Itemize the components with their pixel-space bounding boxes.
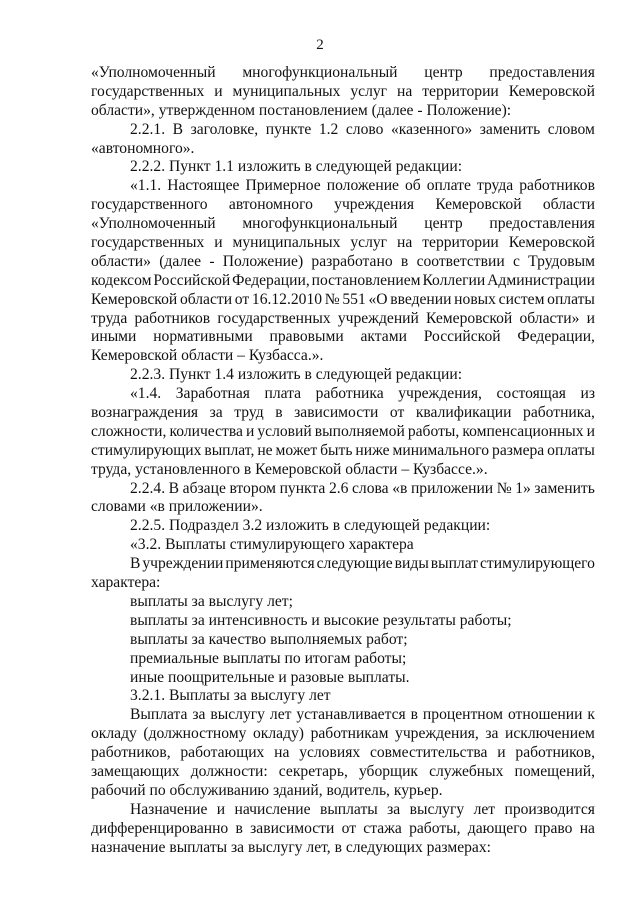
word: территории	[422, 234, 499, 252]
word: заменить	[479, 120, 541, 138]
word: учреждения	[334, 196, 415, 214]
word: государственных	[91, 82, 205, 100]
word: соответствии	[416, 252, 505, 270]
word: стимулирующих	[91, 441, 202, 459]
word: иными	[91, 328, 137, 346]
word: услуг	[350, 82, 388, 100]
word: за	[387, 800, 401, 818]
word: Федерации,	[517, 328, 595, 346]
word: об	[404, 177, 421, 195]
text-line	[91, 820, 595, 839]
text-line	[91, 555, 595, 574]
word: работника,	[523, 404, 595, 422]
word: Российской	[423, 328, 501, 346]
word: труда	[91, 309, 128, 327]
word: не	[257, 441, 273, 459]
word: в	[410, 706, 418, 724]
word: 2.2.4.	[130, 479, 166, 497]
word: Администрации	[487, 271, 595, 289]
text-line	[91, 442, 595, 461]
word: предоставления	[489, 64, 595, 81]
word: совместительства	[369, 744, 488, 762]
word: положение	[326, 177, 399, 195]
text-line: Кемеровской области – Кузбасса.».	[91, 347, 324, 365]
text-line: «автономного».	[91, 139, 195, 157]
word: выслугу	[409, 800, 465, 818]
word: следующие	[316, 555, 393, 573]
text-line: «3.2. Выплаты стимулирующего характера	[130, 536, 414, 554]
word: условий	[257, 422, 312, 440]
text-line	[91, 404, 595, 423]
text-line	[91, 328, 595, 347]
word: «1.4.	[130, 385, 162, 403]
word: слова	[352, 479, 389, 497]
text-line: выплаты за выслугу лет;	[130, 592, 293, 610]
text-line: иные поощрительные и разовые выплаты.	[130, 668, 410, 686]
word: секретарь,	[278, 762, 348, 780]
word: и	[497, 744, 506, 762]
text-line: 2.2.5. Подраздел 3.2 изложить в следующей редакции:	[130, 517, 491, 535]
text-line	[91, 83, 595, 102]
word: зависимости	[294, 404, 379, 422]
word: количества	[169, 422, 243, 440]
word: сложности,	[91, 422, 167, 440]
word: введении	[390, 290, 452, 308]
word: многофункциональный	[242, 215, 398, 233]
word: учреждения,	[395, 725, 479, 743]
word: (далее	[159, 252, 202, 270]
word: №	[496, 479, 512, 497]
text-line	[91, 215, 595, 234]
text-line: 2.2.3. Пункт 1.4 изложить в следующей редакции:	[130, 366, 463, 384]
text-line	[91, 744, 595, 763]
word: (должностному	[143, 725, 247, 743]
word: учреждений	[337, 309, 419, 327]
word: работников	[134, 309, 211, 327]
word: предоставления	[489, 215, 595, 233]
word: Кемеровской	[91, 290, 178, 308]
word: «в	[392, 479, 408, 497]
word: из	[580, 385, 595, 403]
word: должности:	[190, 762, 268, 780]
word: Назначение	[130, 800, 208, 818]
word: работникам	[310, 725, 389, 743]
word: на	[274, 744, 290, 762]
word: Заработная	[175, 385, 250, 403]
word: плата	[264, 385, 302, 403]
word: «Уполномоченный	[91, 215, 216, 233]
text-line	[91, 423, 595, 442]
word: слово	[345, 120, 384, 138]
word: от	[389, 404, 405, 422]
word: уборщик	[358, 762, 418, 780]
word: абзаце	[182, 479, 226, 497]
word: 1»	[515, 479, 531, 497]
word: условиях	[299, 744, 361, 762]
text-line: характера:	[91, 574, 161, 592]
text-line: выплаты за интенсивность и высокие результаты работы;	[130, 611, 512, 629]
text-line: премиальные выплаты по итогам работы;	[130, 649, 407, 667]
word: работы,	[407, 422, 460, 440]
word: Положение)	[222, 252, 304, 270]
word: «Уполномоченный	[91, 64, 216, 81]
word: Примерное	[245, 177, 321, 195]
word: труда	[476, 177, 514, 195]
word: словом	[547, 120, 595, 138]
word: 16.12.2010	[251, 290, 323, 308]
word: зависимости	[250, 819, 335, 837]
word: В	[130, 555, 141, 573]
word: и	[216, 800, 226, 818]
word: государственного	[91, 196, 208, 214]
word: заголовке,	[190, 120, 259, 138]
text-line: 3.2.1. Выплаты за выслугу лет	[130, 687, 331, 705]
word: «казенного»	[390, 120, 473, 138]
text-line	[91, 763, 595, 782]
word: и	[214, 234, 223, 252]
word: многофункциональный	[242, 64, 398, 81]
text-line: 2.2.2. Пункт 1.1 изложить в следующей редакции:	[130, 158, 463, 176]
text-line: назначение выплаты за выслугу лет, в следующих размерах:	[91, 838, 491, 856]
word: Кемеровской	[508, 82, 595, 100]
word: области»	[519, 309, 580, 327]
word: Кемеровской	[508, 234, 595, 252]
text-line: области», утвержденном постановлением (далее - Положение):	[91, 101, 512, 119]
word: и	[245, 422, 255, 440]
text-line	[91, 310, 595, 329]
word: учреждения,	[398, 385, 482, 403]
word: минимального	[392, 441, 490, 459]
word: Кемеровской	[426, 309, 513, 327]
word: дифференцированно	[91, 819, 229, 837]
word: центр	[424, 215, 463, 233]
word: от	[234, 290, 250, 308]
word: служебных	[429, 762, 504, 780]
word: исключением	[504, 725, 595, 743]
page-number: 2	[316, 37, 324, 53]
text-line	[91, 291, 595, 310]
word: оплаты	[547, 290, 595, 308]
word: выплат,	[204, 441, 255, 459]
word: области	[542, 196, 595, 214]
word: автономного	[228, 196, 313, 214]
word: учреждении	[142, 555, 224, 573]
word: в	[235, 819, 243, 837]
word: центр	[424, 64, 463, 81]
word: производится	[504, 800, 595, 818]
word: кодексом	[91, 271, 152, 289]
text-line: рабочий по обслуживанию зданий, водитель, курьер.	[91, 781, 443, 799]
word: оплаты	[547, 441, 595, 459]
word: Выплата	[130, 706, 188, 724]
word: 551	[342, 290, 366, 308]
word: работающих	[180, 744, 265, 762]
word: применяются	[225, 555, 315, 573]
word: быть	[320, 441, 353, 459]
word: стажа	[363, 819, 402, 837]
text-line	[91, 253, 595, 272]
word: разработано	[311, 252, 393, 270]
word: замещающих	[91, 762, 180, 780]
text-line	[91, 121, 595, 140]
word: за	[192, 706, 206, 724]
text-line	[91, 64, 595, 83]
word: в	[275, 404, 283, 422]
document-body	[91, 64, 595, 857]
word: может	[275, 441, 318, 459]
word: в	[400, 252, 409, 270]
word: государственных	[217, 309, 331, 327]
word: работы,	[409, 819, 461, 837]
word: муниципальных	[232, 234, 341, 252]
word: окладу	[91, 725, 137, 743]
word: втором	[229, 479, 276, 497]
word: работников,	[515, 744, 595, 762]
text-line	[91, 801, 595, 820]
word: вознаграждения	[91, 404, 199, 422]
word: выслугу	[210, 706, 265, 724]
word: 1.2	[318, 120, 339, 138]
text-line	[91, 196, 595, 215]
word: новых	[454, 290, 496, 308]
word: оплате	[426, 177, 471, 195]
word: лет	[269, 706, 292, 724]
word: постановлением	[311, 271, 421, 289]
word: на	[397, 82, 413, 100]
word: области	[179, 290, 233, 308]
word: ниже	[355, 441, 390, 459]
word: отношении	[507, 706, 583, 724]
word: на	[579, 819, 595, 837]
word: стимулирующего	[480, 555, 595, 573]
word: систем	[498, 290, 545, 308]
word: услуг	[350, 234, 388, 252]
word: нормативными	[153, 328, 253, 346]
word: заменить	[534, 479, 595, 497]
word: начисление	[234, 800, 311, 818]
text-line	[91, 706, 595, 725]
word: №	[324, 290, 340, 308]
word: «1.1.	[130, 177, 162, 195]
text-line: словами «в приложении».	[91, 498, 263, 516]
word: Федерации,	[232, 271, 310, 289]
word: В	[168, 479, 180, 497]
word: работников	[519, 177, 595, 195]
text-line	[91, 480, 595, 499]
word: за	[485, 725, 499, 743]
word: компенсационных	[462, 422, 584, 440]
word: муниципальных	[232, 82, 341, 100]
word: состоящая	[496, 385, 566, 403]
text-line	[91, 234, 595, 253]
word: пункте	[265, 120, 312, 138]
word: размера	[492, 441, 545, 459]
word: право	[534, 819, 573, 837]
word: на	[397, 234, 413, 252]
word: с	[512, 252, 520, 270]
word: окладу)	[253, 725, 304, 743]
text-line	[91, 272, 595, 291]
word: помещений,	[514, 762, 595, 780]
text-line	[91, 385, 595, 404]
word: работников,	[91, 744, 171, 762]
text-line: труда, установленного в Кемеровской области – Кузбассе.».	[91, 460, 488, 478]
word: области»	[91, 252, 151, 270]
word: процентном	[422, 706, 503, 724]
word: Настоящее	[167, 177, 240, 195]
word: 2.2.1.	[130, 120, 166, 138]
text-line	[91, 725, 595, 744]
word: труд	[234, 404, 264, 422]
word: пункта	[279, 479, 326, 497]
word: и	[586, 309, 595, 327]
word: актами	[360, 328, 407, 346]
word: государственных	[91, 234, 205, 252]
word: дающего	[467, 819, 528, 837]
word: выполняемой	[314, 422, 405, 440]
word: приложении	[410, 479, 494, 497]
word: работника	[315, 385, 384, 403]
word: Коллегии	[422, 271, 486, 289]
word: Трудовым	[528, 252, 595, 270]
word: -	[209, 252, 215, 270]
word: 2.6	[328, 479, 349, 497]
word: лет	[473, 800, 496, 818]
word: Российской	[153, 271, 231, 289]
text-line: выплаты за качество выполняемых работ;	[130, 630, 408, 648]
word: выплаты	[319, 800, 378, 818]
word: В	[172, 120, 184, 138]
word: «О	[368, 290, 388, 308]
word: за	[209, 404, 223, 422]
word: выплат	[430, 555, 479, 573]
word: квалификации	[415, 404, 512, 422]
word: территории	[422, 82, 499, 100]
text-line	[91, 177, 595, 196]
word: виды	[394, 555, 429, 573]
word: устанавливается	[296, 706, 406, 724]
word: к	[587, 706, 595, 724]
word: от	[341, 819, 357, 837]
word: и	[214, 82, 223, 100]
word: и	[586, 422, 595, 440]
word: Кемеровской	[435, 196, 522, 214]
word: правовыми	[269, 328, 344, 346]
